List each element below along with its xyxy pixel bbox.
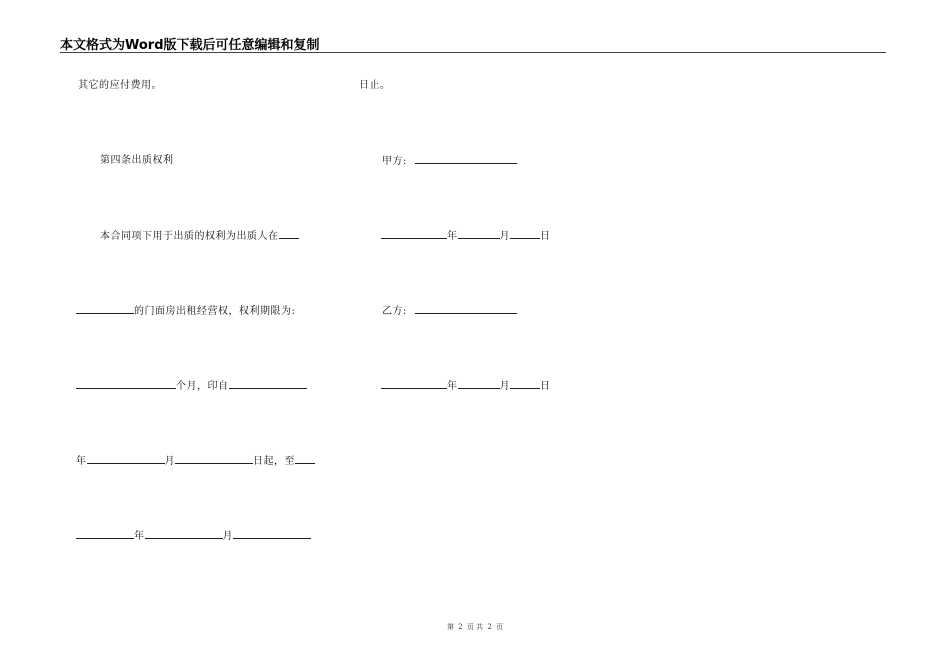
blank-field[interactable]: [229, 379, 307, 389]
day-label: 日: [540, 231, 551, 242]
page-footer: [0, 622, 950, 632]
blank-field[interactable]: [76, 304, 134, 314]
party-b-label: 乙方:: [382, 306, 407, 317]
year-label: 年: [447, 381, 458, 392]
footer-total-pages: 2: [487, 623, 492, 631]
footer-page-number: 2: [458, 623, 463, 631]
date-line-a: [381, 229, 551, 244]
text-month: 月: [164, 456, 175, 467]
left-line-5: [76, 379, 307, 394]
right-line-1: [359, 79, 391, 93]
month-label: 月: [499, 231, 510, 242]
text-other-fees: 其它的应付费用。: [78, 80, 162, 91]
text-day-end: 日止。: [359, 80, 391, 91]
header-rule: [60, 52, 886, 53]
text-months-from: 个月，印自: [176, 381, 229, 392]
left-line-3: [100, 229, 299, 244]
text-year: 年: [76, 456, 87, 467]
month-field[interactable]: [458, 379, 500, 389]
month-label: 月: [499, 381, 510, 392]
party-a-signature-field[interactable]: [415, 154, 517, 164]
blank-field[interactable]: [76, 529, 134, 539]
header-title: 本文格式为Word版下载后可任意编辑和复制: [60, 38, 320, 53]
party-b-signature-field[interactable]: [415, 304, 517, 314]
blank-field[interactable]: [175, 454, 253, 464]
text-pledge-right: 本合同项下用于出质的权利为出质人在: [100, 231, 279, 242]
blank-field[interactable]: [145, 529, 223, 539]
left-line-2: [100, 154, 174, 168]
year-field[interactable]: [381, 229, 447, 239]
text-lease-right: 的门面房出租经营权，权利期限为:: [134, 306, 296, 317]
article-four-heading: 第四条出质权利: [100, 155, 174, 166]
blank-field[interactable]: [76, 379, 176, 389]
blank-field[interactable]: [279, 229, 299, 239]
party-b-line: [382, 304, 517, 319]
party-a-label: 甲方:: [382, 156, 407, 167]
day-field[interactable]: [510, 379, 540, 389]
day-label: 日: [540, 381, 551, 392]
footer-prefix: 第: [446, 623, 454, 631]
date-line-b: [381, 379, 551, 394]
year-field[interactable]: [381, 379, 447, 389]
year-label: 年: [447, 231, 458, 242]
footer-suffix: 页: [496, 623, 504, 631]
left-line-6: [76, 454, 315, 469]
day-field[interactable]: [510, 229, 540, 239]
text-day-until: 日起，至: [253, 456, 295, 467]
party-a-line: [382, 154, 517, 169]
left-line-1: [78, 79, 162, 93]
blank-field[interactable]: [295, 454, 315, 464]
left-line-4: [76, 304, 295, 319]
month-field[interactable]: [458, 229, 500, 239]
blank-field[interactable]: [87, 454, 165, 464]
blank-field[interactable]: [233, 529, 311, 539]
left-line-7: [76, 529, 311, 544]
text-month: 月: [222, 531, 233, 542]
footer-mid: 页 共: [466, 623, 484, 631]
text-year: 年: [134, 531, 145, 542]
